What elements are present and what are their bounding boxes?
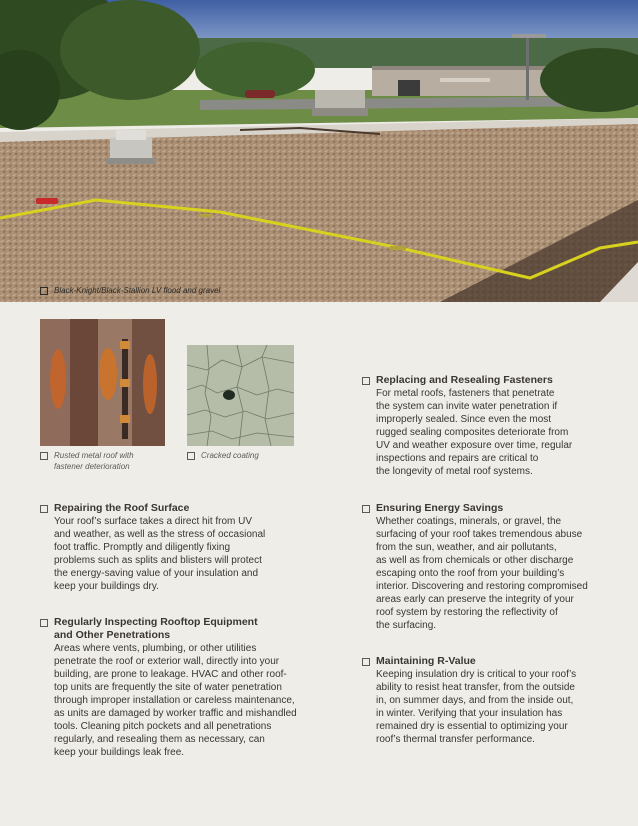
rusted-roof-caption-text: Rusted metal roof with fastener deterioration xyxy=(54,451,134,471)
caption-box-icon xyxy=(40,287,48,295)
section-body: Areas where vents, plumbing, or other utilities penetrate the roof or exterior wall, directly into your building, are prone to leakage. HVAC and other roof- top units are frequently the site of water penetration through improper installation or careless maintenance, as units are damaged by worker traffic and mishandled tools. Cleaning pitch pockets and all penetrations regularly, and resealing them as necessary, can keep your buildings leak free. xyxy=(54,643,297,758)
section-body: Keeping insulation dry is critical to your roof’s ability to resist heat transfer, from the outside in, on summer days, and from the inside out, in winter. Verifying that your insulation has remained dry is essential to optimizing your roof’s thermal transfer performance. xyxy=(376,669,577,745)
cracked-coating-caption-text: Cracked coating xyxy=(201,451,259,460)
section-title: Replacing and Resealing Fasteners xyxy=(376,374,553,386)
section-title: Maintaining R-Value xyxy=(376,655,476,667)
cracked-coating-photo xyxy=(187,345,294,446)
hero-photo xyxy=(0,0,638,302)
section-repairing-roof-surface xyxy=(40,502,330,593)
section-body: For metal roofs, fasteners that penetrate the system can invite water penetration if improperly sealed. Since even the most rugged sealing composites deteriorate from UV and weather exposure over time, regular inspections and repairs are critical to the longevity of metal roof systems. xyxy=(376,388,573,477)
rusted-roof-caption xyxy=(40,450,134,472)
bullet-box-icon xyxy=(362,377,370,385)
section-inspecting-rooftop-equipment xyxy=(40,616,340,759)
section-body: Whether coatings, minerals, or gravel, the surfacing of your roof takes tremendous abuse from the sun, weather, and air pollutants, as well as from chemicals or other discharge escaping onto the roof from your building’s interior. Discovering and restoring compromised areas early can preserve the integrity of your roof system by restoring the reflectivity of the surfacing. xyxy=(376,516,588,631)
section-ensuring-energy-savings xyxy=(362,502,632,632)
rusted-metal-roof-photo xyxy=(40,319,165,446)
caption-box-icon xyxy=(187,452,195,460)
section-replacing-fasteners xyxy=(362,374,622,478)
section-title: Ensuring Energy Savings xyxy=(376,502,504,514)
caption-box-icon xyxy=(40,452,48,460)
hero-caption-text: Black-Knight/Black-Stallion LV flood and gravel xyxy=(54,286,221,295)
section-maintaining-r-value xyxy=(362,655,622,746)
bullet-box-icon xyxy=(362,658,370,666)
bullet-box-icon xyxy=(40,619,48,627)
gravel-roof-image xyxy=(0,0,638,302)
section-title: Repairing the Roof Surface xyxy=(54,502,190,514)
section-body: Your roof’s surface takes a direct hit from UV and weather, as well as the stress of occasional foot traffic. Promptly and diligently fixing problems such as splits and blisters will protect the energy-saving value of your insulation and keep your buildings dry. xyxy=(54,516,266,592)
bullet-box-icon xyxy=(362,505,370,513)
hero-caption xyxy=(40,286,220,295)
cracked-coating-caption xyxy=(187,450,259,461)
bullet-box-icon xyxy=(40,505,48,513)
section-title: Regularly Inspecting Rooftop Equipment and Other Penetrations xyxy=(54,616,258,641)
